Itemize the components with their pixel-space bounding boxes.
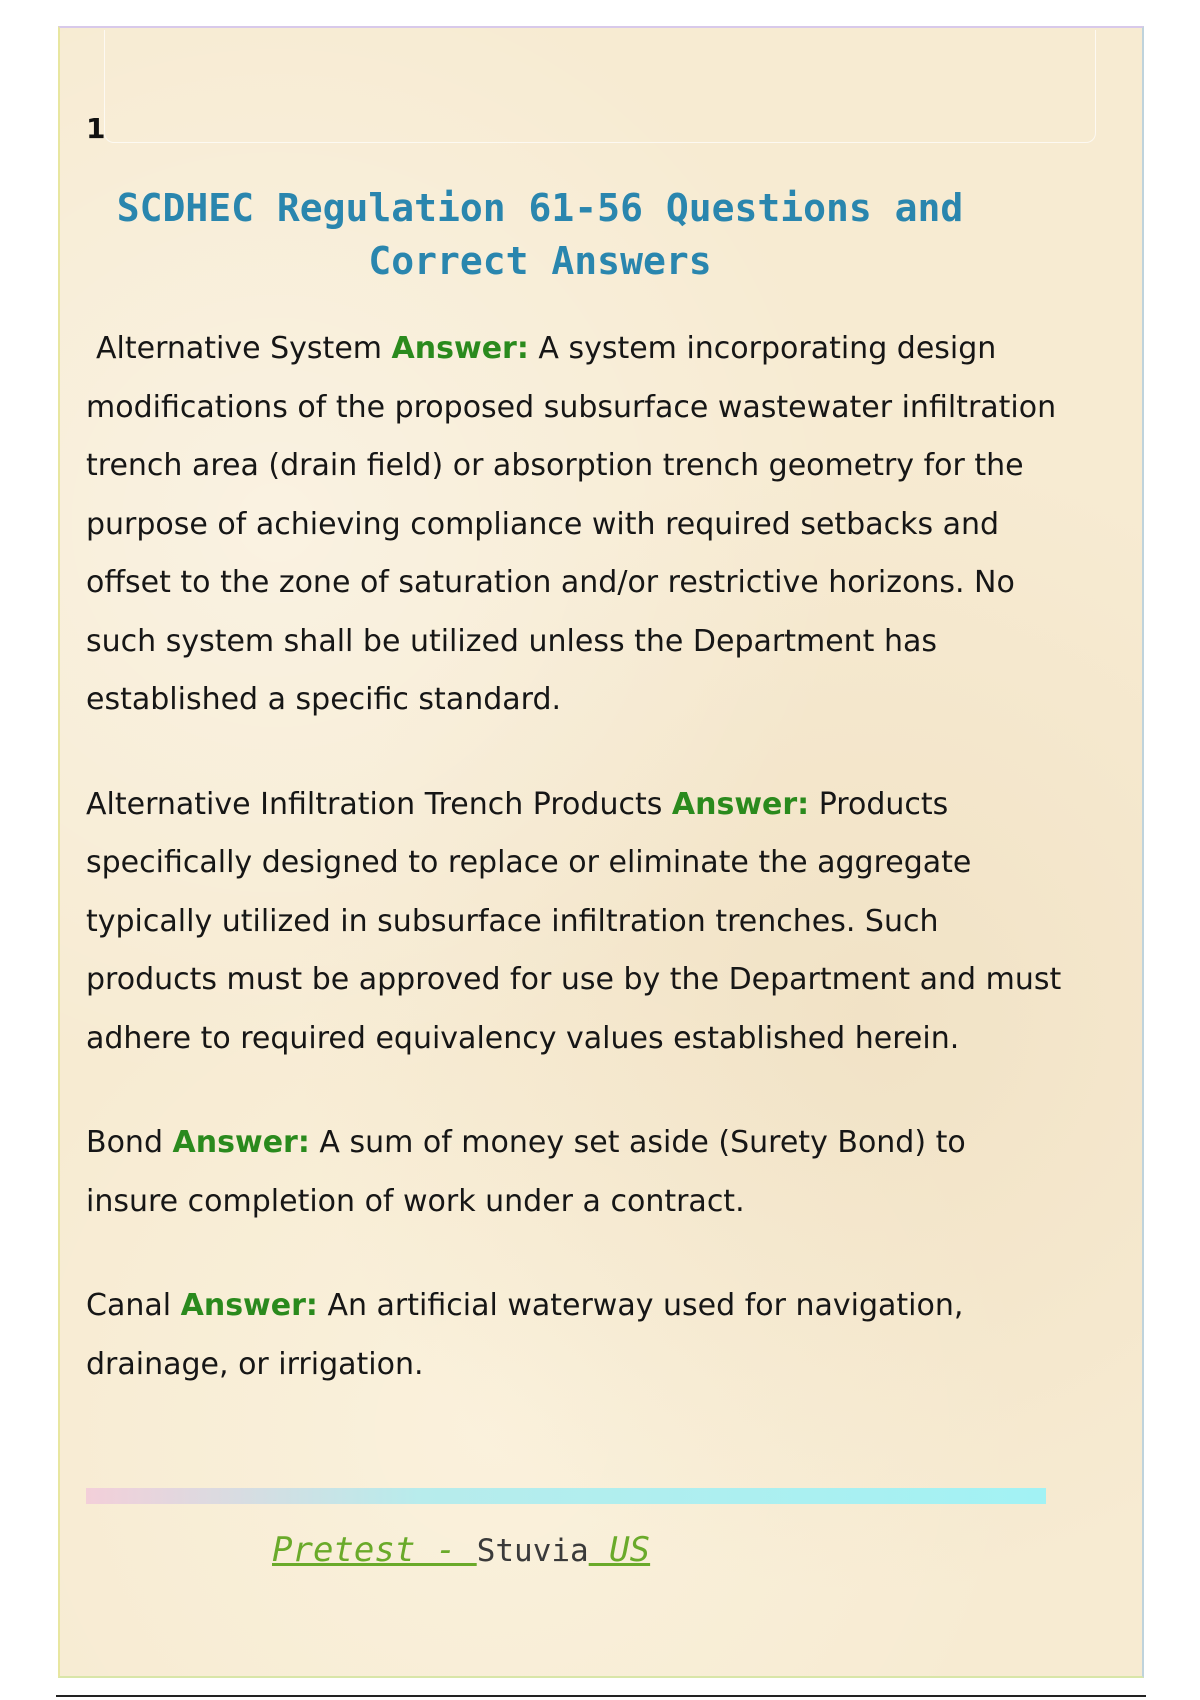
qa-term: Alternative Infiltration Trench Products xyxy=(86,786,663,822)
page-title: SCDHEC Regulation 61-56 Questions and Correct Answers xyxy=(116,186,964,283)
qa-term: Alternative System xyxy=(96,331,382,366)
qa-entry xyxy=(86,776,1066,1069)
footer-pretest-link[interactable]: Pretest - xyxy=(272,1530,477,1570)
qa-definition: An artificial waterway used for navigation, drainage, or irrigation. xyxy=(86,1288,964,1382)
qa-list xyxy=(86,320,1066,1440)
answer-label: Answer: xyxy=(391,331,529,366)
qa-definition: A system incorporating design modifications of the proposed subsurface wastewater infiltration trench area (drain field) or absorption trench geometry for the purpose of achieving compliance with required setbacks and offset to the zone of saturation and/or restrictive horizons. No such system shall be utilized unless the Department has established a specific standard. xyxy=(86,331,1057,717)
qa-entry xyxy=(86,1277,1066,1394)
answer-label: Answer: xyxy=(671,786,810,822)
page-number: 1 xyxy=(86,112,106,145)
qa-definition: A sum of money set aside (Surety Bond) to insure completion of work under a contract. xyxy=(86,1125,966,1219)
qa-entry xyxy=(86,320,1066,730)
qa-definition: Products specifically designed to replace or eliminate the aggregate typically utilized in subsurface infiltration trenches. Such products must be approved for use by the Department and must adhere to required equivalency values established herein. xyxy=(86,786,1062,1056)
footer-region-link[interactable]: US xyxy=(588,1530,651,1570)
qa-entry xyxy=(86,1114,1066,1231)
footer-divider xyxy=(86,1488,1046,1504)
footer-site-name: Stuvia xyxy=(476,1533,589,1569)
header-frame xyxy=(104,30,1096,143)
answer-label: Answer: xyxy=(172,1125,310,1160)
qa-term: Bond xyxy=(86,1125,163,1160)
answer-label: Answer: xyxy=(180,1288,318,1323)
page-footer xyxy=(272,1530,650,1570)
bottom-divider xyxy=(56,1695,1146,1697)
qa-term: Canal xyxy=(86,1288,172,1323)
